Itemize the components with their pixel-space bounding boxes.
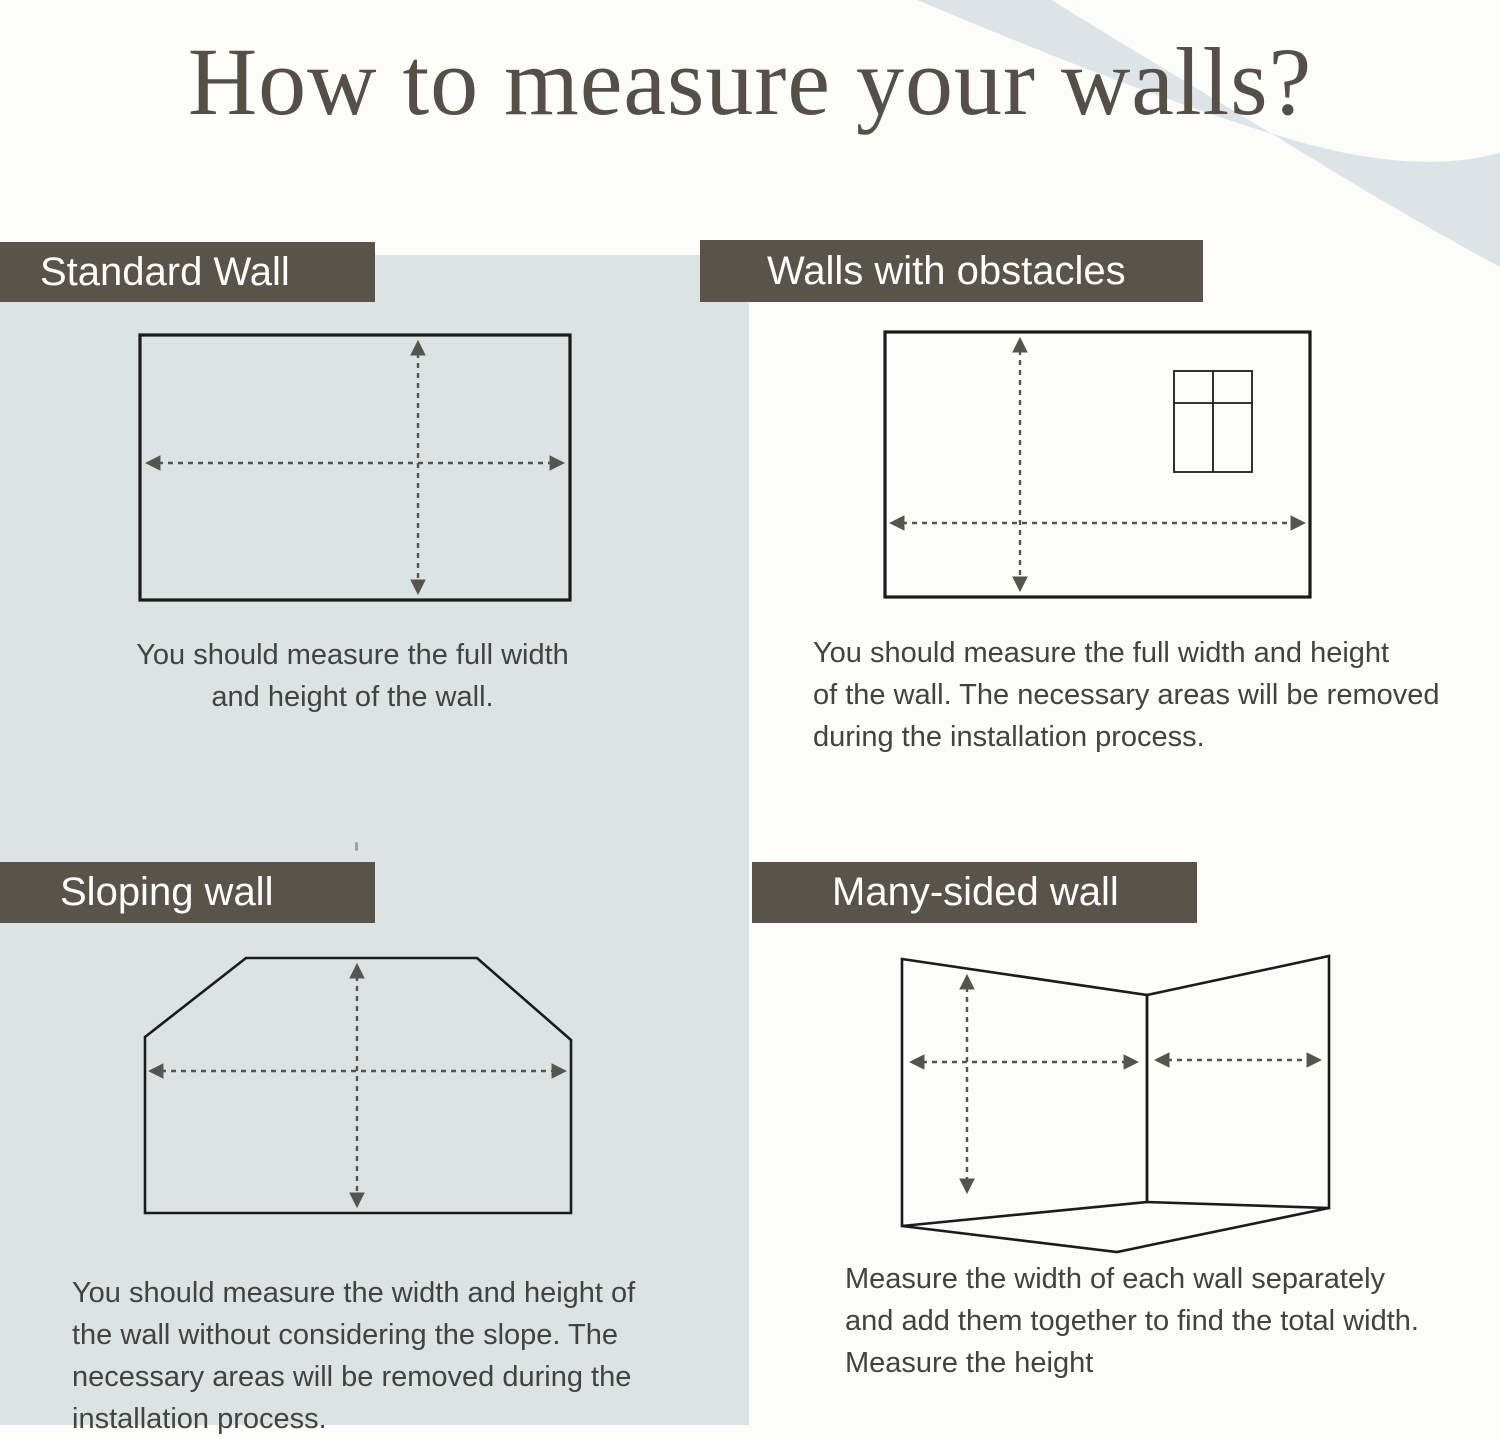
sloping-wall-diagram: [145, 958, 571, 1213]
description-line: You should measure the width and height of: [72, 1277, 636, 1309]
standard-wall-diagram: [140, 335, 570, 600]
standard-wall-description: [95, 634, 610, 718]
stray-mark: [355, 842, 358, 851]
section-header-label: Sloping wall: [60, 870, 274, 914]
floor-outline: [902, 1208, 1329, 1252]
walls-with-obstacles-diagram: [885, 332, 1310, 597]
section-header-label: Many-sided wall: [832, 870, 1119, 914]
section-header-walls-with-obstacles: [700, 240, 1203, 302]
description-line: You should measure the full width: [136, 639, 569, 671]
many-sided-wall-diagram: [902, 956, 1329, 1252]
section-header-label: Walls with obstacles: [767, 248, 1126, 293]
walls-with-obstacles-description: [813, 632, 1493, 758]
description-line: You should measure the full width and height: [813, 637, 1390, 669]
description-line: Measure the width of each wall separately: [845, 1263, 1386, 1295]
description-line: necessary areas will be removed during the: [72, 1361, 632, 1393]
description-line: installation process.: [72, 1403, 327, 1435]
description-line: and add them together to find the total width.: [845, 1305, 1419, 1337]
right-wall-outline: [1147, 956, 1329, 1208]
left-wall-outline: [902, 959, 1147, 1226]
section-header-standard-wall: [0, 242, 375, 302]
description-line: Measure the height: [845, 1347, 1094, 1379]
description-line: during the installation process.: [813, 721, 1205, 753]
section-header-label: Standard Wall: [40, 249, 290, 294]
description-line: of the wall. The necessary areas will be removed: [813, 679, 1440, 711]
wall-outline: [140, 335, 570, 600]
description-line: and height of the wall.: [211, 681, 494, 713]
page-title: How to measure your walls?: [187, 28, 1313, 135]
section-header-sloping-wall: [0, 862, 375, 923]
description-line: the wall without considering the slope. The: [72, 1319, 618, 1351]
many-sided-wall-description: [845, 1258, 1500, 1384]
sloping-wall-description: [72, 1272, 732, 1439]
section-header-many-sided-wall: [752, 862, 1197, 923]
